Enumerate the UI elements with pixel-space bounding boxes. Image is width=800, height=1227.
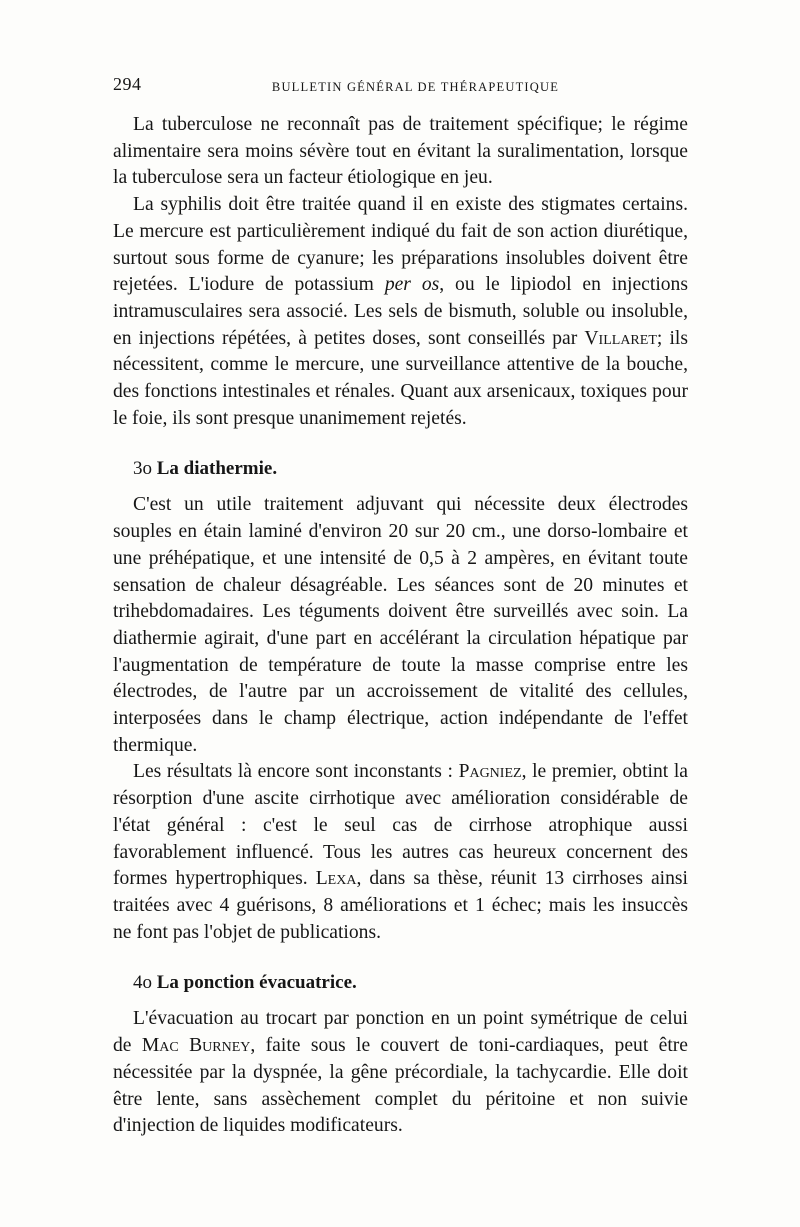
author-name: Pagniez — [458, 761, 522, 783]
paragraph-tuberculose: La tuberculose ne reconnaît pas de traitement spécifique; le régime alimentaire sera moins sévère tout en évitant la suralimentation, lorsque la tuberculose sera un facteur étiologique en jeu. — [113, 114, 688, 189]
text-run: ; ils nécessitent, comme le mercure, une surveillance attentive de la bouche, des fonctions intestinales et rénales. Quant aux arsenicaux, toxiques pour le foie, ils sont presque unanimement rejetés. — [113, 327, 688, 429]
section-title: La ponction évacuatrice. — [156, 972, 357, 994]
text-run: L'évacuation au trocart par ponction en un point symétrique de celui de — [113, 1008, 688, 1057]
text-run: , faite sous le couvert de toni-cardiaques, peut être nécessitée par la dyspnée, la gêne précordiale, la tachycardie. Elle doit être lente, sans assèchement complet du péritoine et non suivie d'injection de liquides modificateurs. — [113, 1035, 688, 1137]
author-name: Lexa — [315, 868, 357, 890]
text-run: , le premier, obtint la résorption d'une ascite cirrhotique avec amélioration considérable de l'état général : c'est le seul cas de cirrhose atrophique aussi favorablement influencé. Tous les autres cas heureux concernent des formes hypertrophiques. — [113, 761, 688, 890]
paragraph-syphilis — [113, 192, 688, 432]
section-heading-ponction — [113, 970, 688, 996]
text-run: , dans sa thèse, réunit 13 cirrhoses ainsi traitées avec 4 guérisons, 8 améliorations et 1 échec; mais les insuccès ne font pas l'objet de publications. — [113, 868, 688, 943]
running-head — [113, 72, 688, 98]
text-run: Les résultats là encore sont inconstants : — [133, 761, 459, 783]
running-title: BULLETIN GÉNÉRAL DE THÉRAPEUTIQUE — [271, 80, 560, 94]
section-number: 3o — [133, 458, 152, 480]
author-name: Mac Burney — [141, 1035, 251, 1057]
book-page — [113, 72, 688, 1140]
page-number: 294 — [113, 74, 142, 94]
text-run: , ou le lipiodol en injections intramusculaires sera associé. Les sels de bismuth, soluble ou insoluble, en injections répétées, à petites doses, sont conseillés par — [113, 274, 688, 349]
author-name: Villaret — [584, 327, 657, 349]
text-run: La syphilis doit être traitée quand il en existe des stigmates certains. Le mercure est particulièrement indiqué du fait de son action diurétique, surtout sous forme de cyanure; les préparations insolubles doivent être rejetées. L'iodure de potassium — [113, 194, 688, 296]
paragraph-resultats — [113, 759, 688, 946]
italic-term: per os — [384, 274, 440, 296]
paragraph-diathermie: C'est un utile traitement adjuvant qui nécessite deux électrodes souples en étain laminé d'environ 20 sur 20 cm., une dorso-lombaire et une préhépatique, et une intensité de 0,5 à 2 ampères, en évitant toute sensation de chaleur désagréable. Les séances sont de 20 minutes et trihebdomadaires. Les téguments doivent être surveillés avec soin. La diathermie agirait, d'une part en accélérant la circulation hépatique par l'augmentation de température de toute la masse comprise entre les électrodes, de l'autre par un accroissement de vitalité des cellules, interposées dans le champ électrique, action indépendante de l'effet thermique. — [113, 494, 688, 756]
section-heading-diathermie — [113, 456, 688, 482]
section-number: 4o — [133, 972, 152, 994]
paragraph-ponction — [113, 1006, 688, 1140]
section-title: La diathermie. — [156, 458, 278, 480]
